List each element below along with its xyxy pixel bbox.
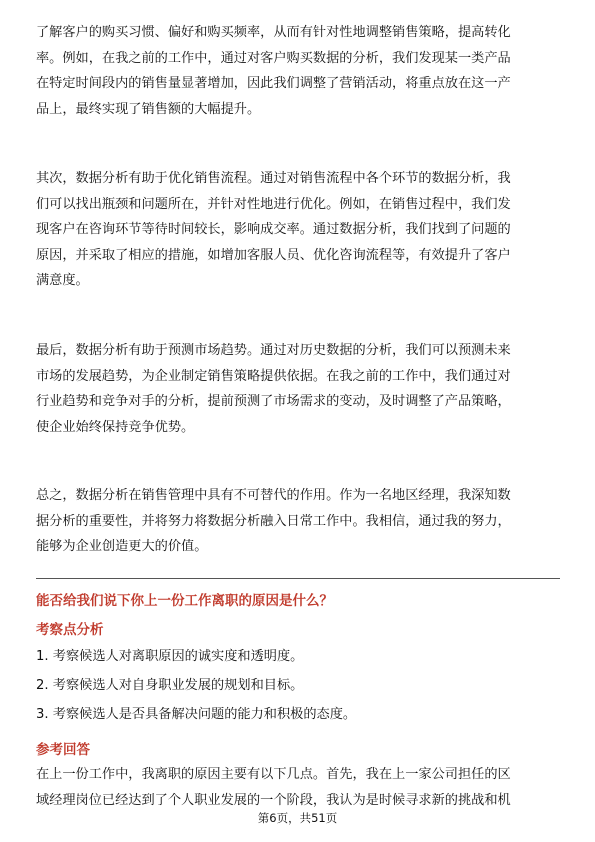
text-line: 市场的发展趋势，为企业制定销售策略提供依据。在我之前的工作中，我们通过对: [36, 368, 511, 384]
paragraph-summary: [36, 483, 560, 560]
text-line: 率。例如，在我之前的工作中，通过对客户购买数据的分析，我们发现某一类产品: [36, 50, 511, 66]
text-line: 使企业始终保持竞争优势。: [36, 419, 195, 435]
text-line: 们可以找出瓶颈和问题所在，并针对性地进行优化。例如，在销售过程中，我们发: [36, 196, 511, 212]
text-line: 行业趋势和竞争对手的分析，提前预测了市场需求的变动，及时调整了产品策略，: [36, 394, 511, 409]
text-line: 品上，最终实现了销售额的大幅提升。: [36, 101, 261, 117]
paragraph-customer-analysis: [36, 20, 560, 122]
text-line: 现客户在咨询环节等待时间较长，影响成交率。通过数据分析，我们找到了问题的: [36, 222, 511, 237]
text-line: 域经理岗位已经达到了个人职业发展的一个阶段，我认为是时候寻求新的挑战和机: [36, 792, 511, 808]
reference-heading: 参考回答: [36, 742, 90, 758]
analysis-heading: 考察点分析: [36, 622, 104, 638]
interview-question: 能否给我们说下你上一份工作离职的原因是什么？: [36, 593, 333, 609]
text-line: 最后，数据分析有助于预测市场趋势。通过对历史数据的分析，我们可以预测未来: [36, 343, 511, 358]
page-number: 第6页，共51页: [257, 811, 338, 825]
section-divider: [36, 578, 560, 579]
paragraph-market-trends: [36, 338, 560, 440]
text-line: 在特定时间段内的销售量显著增加，因此我们调整了营销活动，将重点放在这一产: [36, 76, 511, 91]
text-line: 能够为企业创造更大的价值。: [36, 539, 208, 554]
text-line: 其次，数据分析有助于优化销售流程。通过对销售流程中各个环节的数据分析，我: [36, 171, 511, 186]
analysis-list: [36, 642, 356, 729]
text-line: 据分析的重要性，并将努力将数据分析融入日常工作中。我相信，通过我的努力，: [36, 513, 511, 529]
text-line: 满意度。: [36, 273, 89, 288]
reference-answer: [36, 762, 560, 813]
text-line: 原因，并采取了相应的措施，如增加客服人员、优化咨询流程等，有效提升了客户: [36, 247, 511, 263]
list-item: 1. 考察候选人对离职原因的诚实度和透明度。: [36, 649, 304, 664]
paragraph-sales-process: [36, 166, 560, 294]
text-line: 了解客户的购买习惯、偏好和购买频率，从而有针对性地调整销售策略，提高转化: [36, 25, 511, 40]
text-line: 总之，数据分析在销售管理中具有不可替代的作用。作为一名地区经理，我深知数: [36, 488, 511, 503]
text-line: 在上一份工作中，我离职的原因主要有以下几点。首先，我在上一家公司担任的区: [36, 767, 511, 782]
list-item: 2. 考察候选人对自身职业发展的规划和目标。: [36, 678, 304, 693]
list-item: 3. 考察候选人是否具备解决问题的能力和积极的态度。: [36, 707, 357, 722]
